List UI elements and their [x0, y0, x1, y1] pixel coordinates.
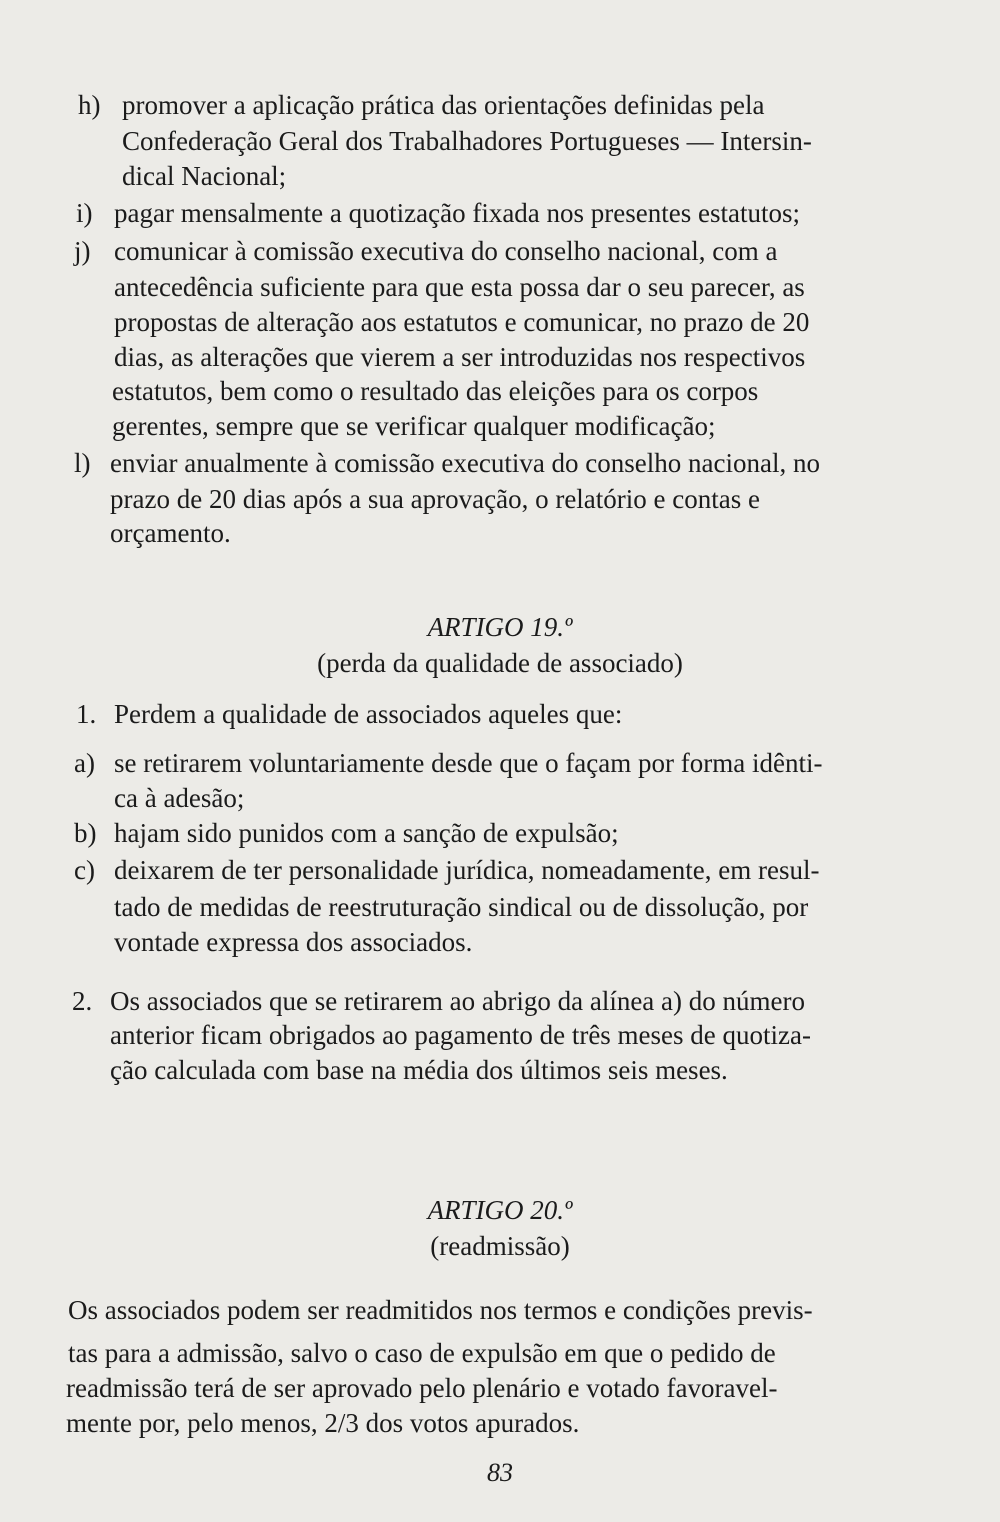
- list-marker: b): [74, 818, 97, 848]
- text-line: se retirarem voluntariamente desde que o façam por forma idênti-: [114, 748, 823, 778]
- text-line: comunicar à comissão executiva do conselho nacional, com a: [114, 236, 778, 266]
- numbered-item-1: [76, 697, 622, 731]
- text-line: deixarem de ter personalidade jurídica, nomeadamente, em resul-: [114, 855, 820, 885]
- article-19-title: ARTIGO 19.º: [427, 612, 573, 642]
- list-marker: a): [74, 748, 95, 778]
- list-marker: j): [74, 236, 91, 266]
- list-item-a: [74, 746, 822, 780]
- list-marker: 2.: [72, 986, 93, 1016]
- text-line: hajam sido punidos com a sanção de expulsão;: [114, 818, 619, 848]
- text-line: enviar anualmente à comissão executiva do conselho nacional, no: [110, 448, 820, 478]
- text-line: prazo de 20 dias após a sua aprovação, o relatório e contas e: [110, 484, 760, 514]
- list-marker: l): [74, 448, 91, 478]
- list-item-i: [76, 196, 800, 230]
- numbered-item-2: [72, 984, 805, 1018]
- list-marker: 1.: [76, 699, 97, 729]
- text-line: vontade expressa dos associados.: [114, 927, 473, 957]
- text-line: mente por, pelo menos, 2/3 dos votos apurados.: [66, 1408, 580, 1438]
- list-marker: h): [78, 90, 101, 120]
- article-19-subtitle: (perda da qualidade de associado): [317, 648, 683, 678]
- text-line: dical Nacional;: [122, 161, 287, 191]
- list-item-j: [74, 234, 778, 268]
- text-line: ca à adesão;: [114, 783, 245, 813]
- text-line: tas para a admissão, salvo o caso de expulsão em que o pedido de: [68, 1338, 776, 1368]
- text-line: Perdem a qualidade de associados aqueles que:: [114, 699, 623, 729]
- list-item-l: [74, 446, 820, 480]
- text-line: tado de medidas de reestruturação sindical ou de dissolução, por: [114, 892, 809, 922]
- list-item-c: [74, 853, 819, 887]
- list-item-h: [78, 88, 764, 122]
- list-item-b: [74, 816, 619, 850]
- text-line: anterior ficam obrigados ao pagamento de três meses de quotiza-: [110, 1020, 811, 1050]
- text-line: antecedência suficiente para que esta possa dar o seu parecer, as: [114, 272, 805, 302]
- text-line: readmissão terá de ser aprovado pelo plenário e votado favoravel-: [66, 1373, 778, 1403]
- text-line: ção calculada com base na média dos últimos seis meses.: [110, 1055, 728, 1085]
- text-line: Confederação Geral dos Trabalhadores Portugueses — Intersin-: [122, 126, 812, 156]
- text-line: pagar mensalmente a quotização fixada nos presentes estatutos;: [114, 198, 800, 228]
- page-number: 83: [487, 1458, 513, 1487]
- text-line: Os associados que se retirarem ao abrigo da alínea a) do número: [110, 986, 805, 1016]
- list-marker: c): [74, 855, 95, 885]
- text-line: propostas de alteração aos estatutos e comunicar, no prazo de 20: [114, 307, 810, 337]
- text-line: orçamento.: [110, 518, 231, 548]
- text-line: promover a aplicação prática das orientações definidas pela: [122, 90, 765, 120]
- article-20-title: ARTIGO 20.º: [427, 1195, 573, 1225]
- text-line: gerentes, sempre que se verificar qualquer modificação;: [112, 411, 716, 441]
- text-line: dias, as alterações que vierem a ser introduzidas nos respectivos: [114, 342, 806, 372]
- text-line: estatutos, bem como o resultado das eleições para os corpos: [112, 376, 759, 406]
- list-marker: i): [76, 198, 93, 228]
- article-20-subtitle: (readmissão): [430, 1231, 570, 1261]
- text-line: Os associados podem ser readmitidos nos termos e condições previs-: [68, 1295, 813, 1325]
